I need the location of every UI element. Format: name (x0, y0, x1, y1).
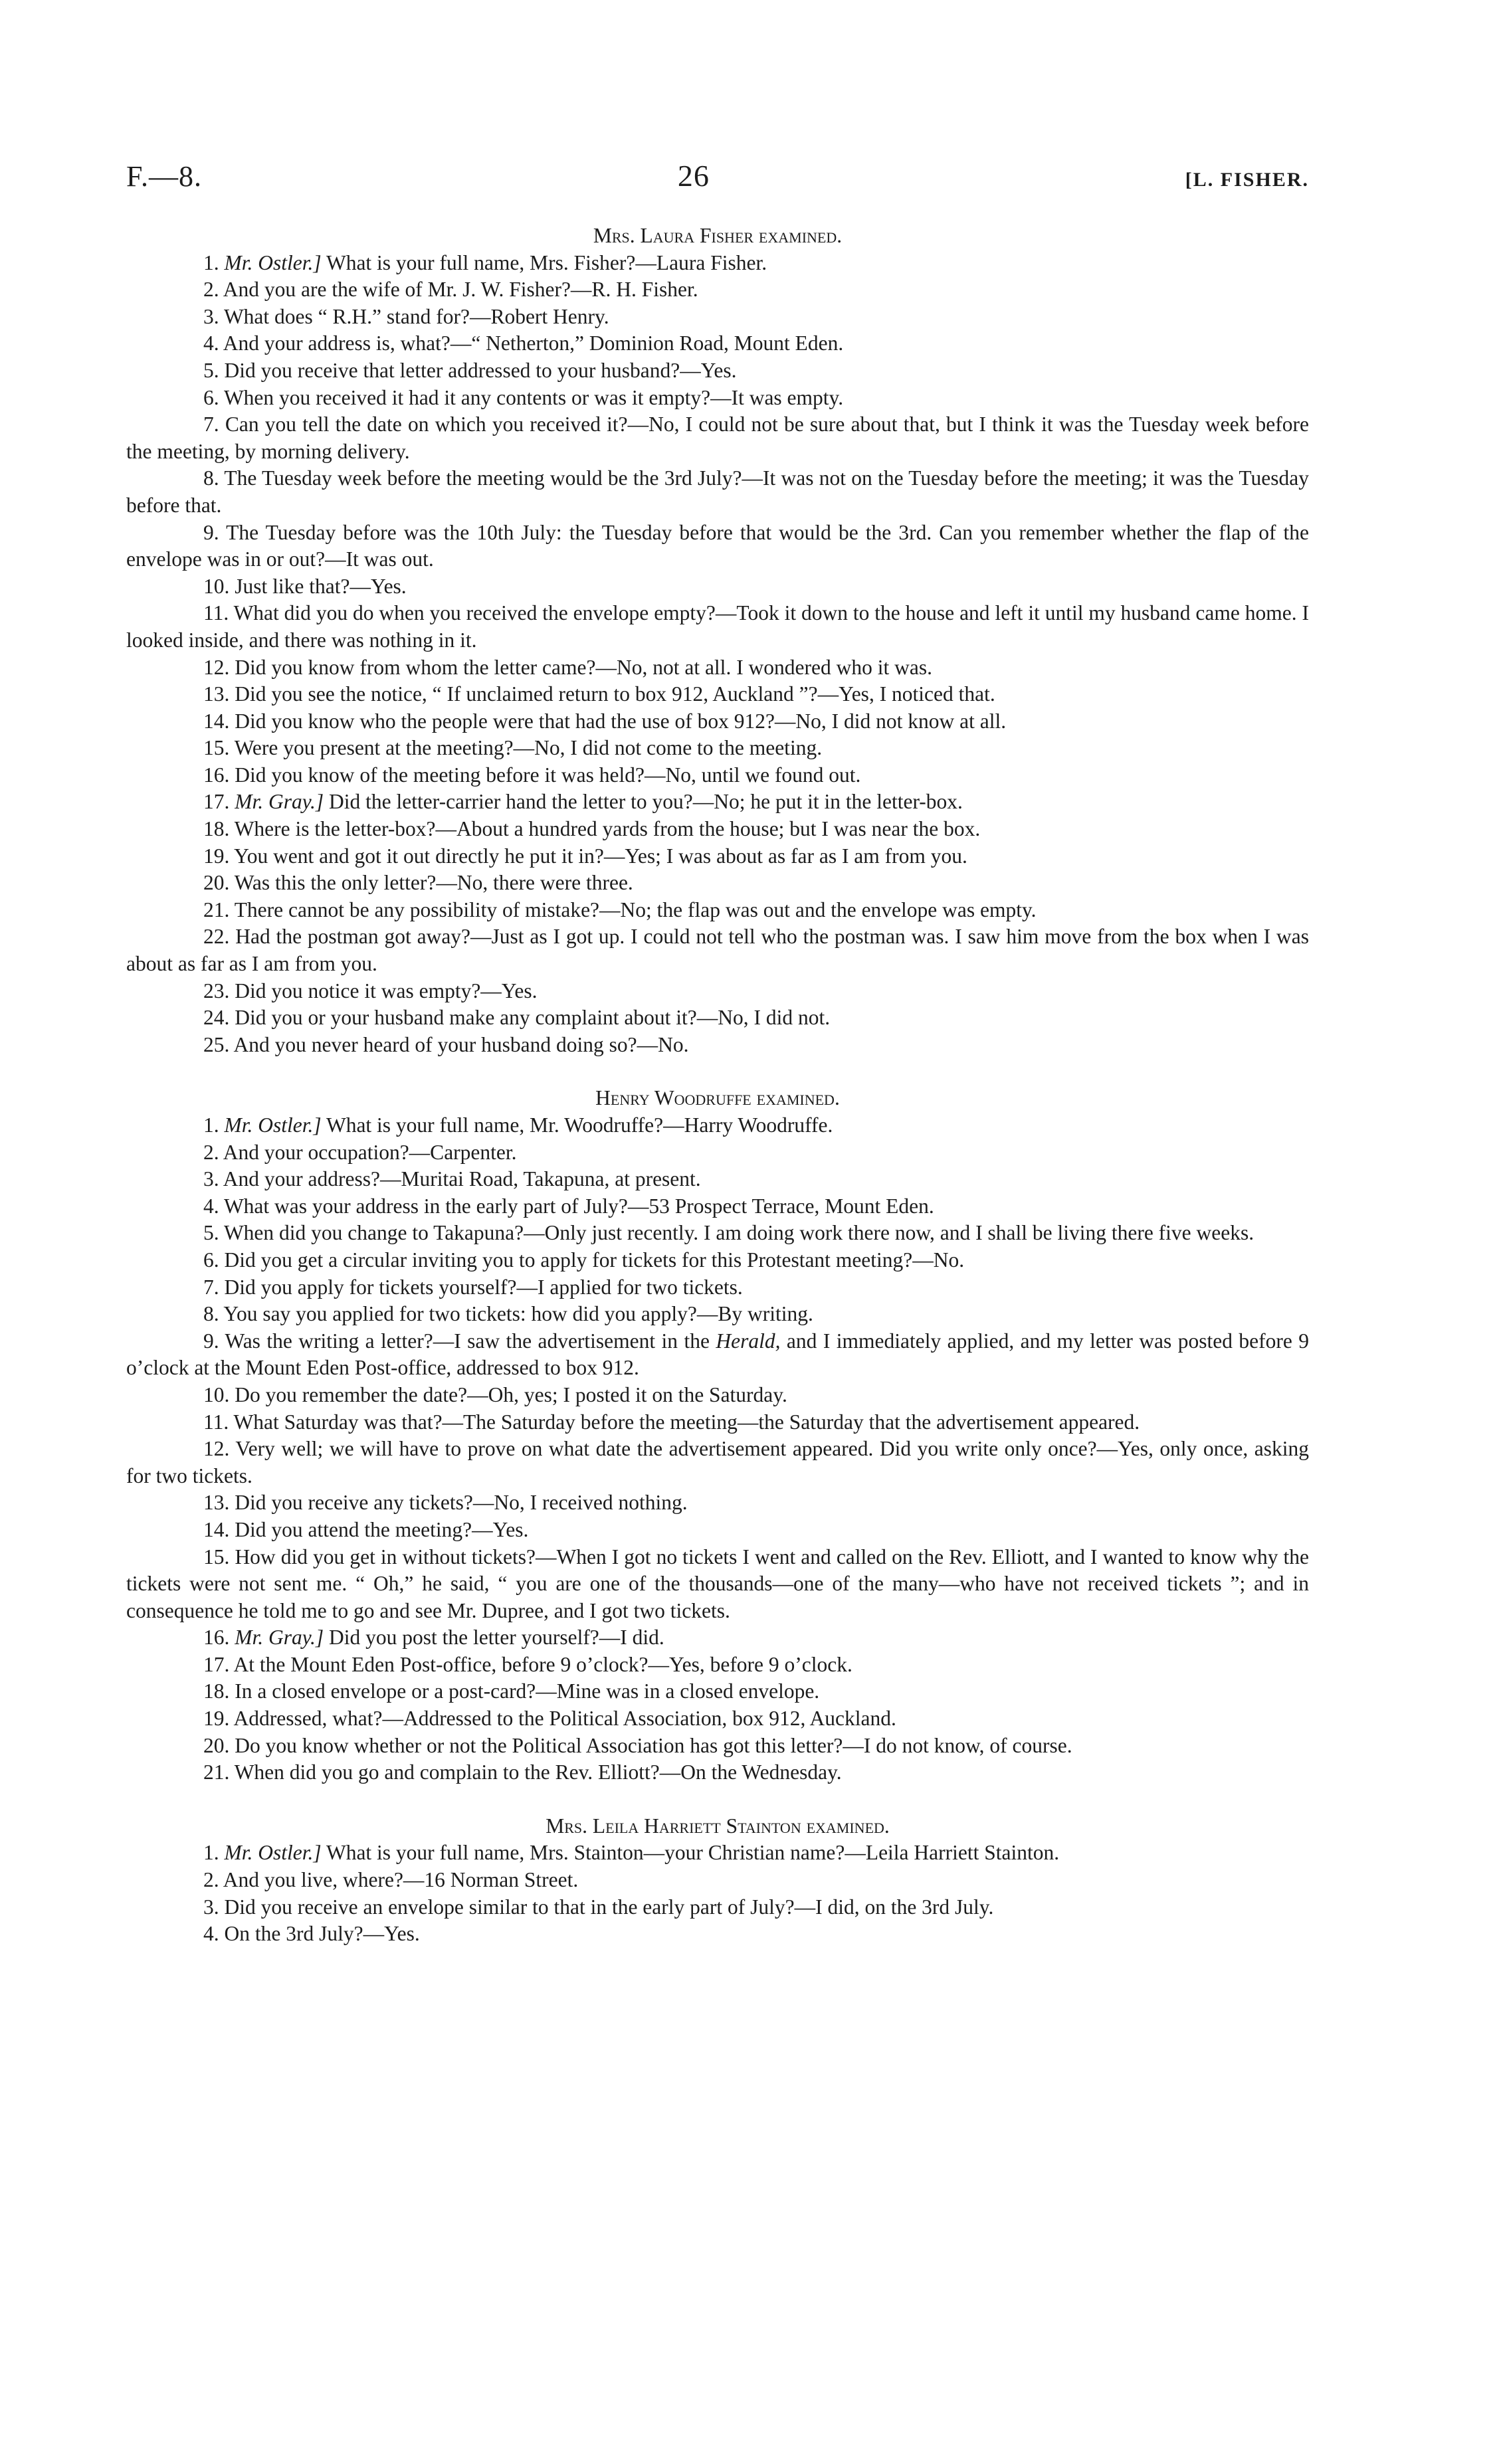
testimony-paragraph (126, 1139, 1309, 1167)
question-answer-text: Did you attend the meeting?—Yes. (235, 1517, 529, 1541)
question-number: 2. (203, 1868, 219, 1892)
question-answer-text: When did you go and complain to the Rev. Elliott?—On the Wednesday. (234, 1760, 842, 1784)
question-answer-text: Did you notice it was empty?—Yes. (235, 979, 538, 1002)
testimony-paragraph (126, 1004, 1309, 1032)
question-number: 21. (203, 1760, 230, 1784)
witness-running-head: [L. FISHER. (1185, 169, 1309, 191)
question-answer-text: Was this the only letter?—No, there were three. (234, 871, 633, 895)
question-number: 18. (203, 1679, 230, 1703)
question-answer-text: When you received it had it any contents or was it empty?—It was empty. (223, 385, 844, 409)
testimony-paragraph (126, 870, 1309, 897)
question-answer-text: Did you know from whom the letter came?—No, not at all. I wondered who it was. (235, 655, 932, 679)
testimony-paragraph (126, 816, 1309, 843)
page-header (126, 158, 1309, 193)
testimony-paragraph (126, 1220, 1309, 1247)
question-number: 13. (203, 682, 230, 706)
question-number: 12. (203, 1437, 230, 1461)
question-answer-text: Do you remember the date?—Oh, yes; I posted it on the Saturday. (235, 1382, 787, 1406)
examiner-name: Mr. Gray.] (235, 790, 324, 814)
examiner-name: Mr. Gray.] (235, 1626, 324, 1650)
testimony-paragraph (126, 789, 1309, 816)
question-answer-text: And you live, where?—16 Norman Street. (223, 1868, 579, 1892)
testimony-paragraph (126, 1624, 1309, 1652)
question-number: 12. (203, 655, 230, 679)
question-answer-text: Was the writing a letter?—I saw the advertisement in the (225, 1329, 716, 1353)
question-number: 3. (203, 1895, 219, 1919)
question-answer-text: On the 3rd July?—Yes. (224, 1922, 420, 1946)
testimony-paragraph (126, 1705, 1309, 1733)
question-number: 17. (203, 790, 230, 814)
section-heading: Mrs. Leila Harriett Stainton examined. (546, 1814, 890, 1838)
question-answer-text: You went and got it out directly he put it in?—Yes; I was about as far as I am from you. (234, 844, 967, 868)
testimony-paragraph (126, 1032, 1309, 1059)
testimony-paragraph (126, 1409, 1309, 1436)
question-answer-text: Did you know who the people were that had the use of box 912?—No, I did not know at all. (235, 709, 1007, 733)
testimony-paragraph (126, 1867, 1309, 1894)
testimony-paragraph (126, 600, 1309, 654)
testimony-paragraph (126, 762, 1309, 789)
question-answer-text: Were you present at the meeting?—No, I did not come to the meeting. (234, 736, 823, 760)
question-answer-text: What is your full name, Mrs. Fisher?—Laura Fisher. (321, 250, 767, 274)
question-answer-text: How did you get in without tickets?—When I got no tickets I went and called on the Rev. Elliott, and I wanted to know why the tickets were not sent me. “ Oh,” he said, “ you are one of the thousands—one of the many—who have not received tickets ”; and in consequence he told me to go and see Mr. Dupree, and I got two tickets. (126, 1545, 1309, 1622)
question-answer-text: You say you applied for two tickets: how did you apply?—By writing. (223, 1302, 813, 1326)
section-heading: Mrs. Laura Fisher examined. (593, 224, 843, 247)
testimony-paragraph (126, 1921, 1309, 1948)
question-number: 17. (203, 1652, 230, 1676)
question-number: 1. (203, 250, 219, 274)
question-answer-text: The Tuesday before was the 10th July: the Tuesday before that would be the 3rd. Can you remember whether the flap of the envelope was in or out?—It was out. (126, 520, 1309, 571)
question-number: 23. (203, 979, 230, 1002)
question-number: 9. (203, 520, 219, 544)
testimony-paragraph (126, 330, 1309, 357)
testimony-paragraph (126, 1328, 1309, 1382)
testimony-paragraph (126, 1678, 1309, 1705)
question-number: 6. (203, 385, 219, 409)
question-answer-text-continued: and I immediately applied, and my letter was posted before 9 o’clock at the Mount Eden Post-office, addressed to box 912. (126, 1329, 1309, 1380)
question-answer-text: Did you see the notice, “ If unclaimed return to box 912, Auckland ”?—Yes, I noticed that. (235, 682, 995, 706)
question-answer-text: When did you change to Takapuna?—Only just recently. I am doing work there now, and I shall be living there five weeks. (223, 1221, 1254, 1245)
question-number: 5. (203, 1221, 219, 1245)
testimony-paragraph (126, 1652, 1309, 1679)
question-answer-text: Can you tell the date on which you received it?—No, I could not be sure about that, but I think it was the Tuesday week before the meeting, by morning delivery. (126, 413, 1310, 463)
question-number: 3. (203, 304, 219, 328)
testimony-paragraph (126, 357, 1309, 385)
testimony-paragraph (126, 304, 1309, 331)
question-answer-text: Did you post the letter yourself?—I did. (324, 1626, 664, 1650)
testimony-paragraph (126, 1166, 1309, 1193)
question-answer-text: At the Mount Eden Post-office, before 9 o’clock?—Yes, before 9 o’clock. (233, 1652, 852, 1676)
question-answer-text: What does “ R.H.” stand for?—Robert Henry. (223, 304, 609, 328)
testimony-paragraph (126, 708, 1309, 735)
testimony-paragraph (126, 1382, 1309, 1409)
question-answer-text: Had the postman got away?—Just as I got up. I could not tell who the postman was. I saw him move from the box when I was about as far as I am from you. (126, 925, 1309, 976)
testimony-paragraph (126, 978, 1309, 1005)
question-number: 4. (203, 1194, 219, 1218)
question-answer-text: What is your full name, Mr. Woodruffe?—Harry Woodruffe. (321, 1113, 833, 1137)
question-answer-text: Did the letter-carrier hand the letter to you?—No; he put it in the letter-box. (324, 790, 963, 814)
testimony-paragraph (126, 465, 1309, 519)
question-number: 11. (203, 1410, 229, 1434)
question-number: 20. (203, 871, 230, 895)
question-number: 9. (203, 1329, 219, 1353)
question-answer-text: The Tuesday week before the meeting would be the 3rd July?—It was not on the Tuesday before the meeting; it was the Tuesday before that. (126, 466, 1309, 517)
question-number: 8. (203, 1302, 219, 1326)
question-number: 4. (203, 332, 219, 355)
question-number: 8. (203, 466, 219, 490)
question-number: 22. (203, 925, 230, 949)
testimony-paragraph (126, 681, 1309, 708)
question-number: 11. (203, 601, 229, 625)
question-answer-text: Did you receive any tickets?—No, I received nothing. (235, 1491, 688, 1515)
question-answer-text: Did you or your husband make any complaint about it?—No, I did not. (235, 1006, 831, 1030)
question-answer-text: What was your address in the early part of July?—53 Prospect Terrace, Mount Eden. (223, 1194, 934, 1218)
question-number: 2. (203, 278, 219, 302)
testimony-paragraph (126, 1759, 1309, 1786)
question-answer-text: There cannot be any possibility of mistake?—No; the flap was out and the envelope was empty. (234, 898, 1037, 921)
question-number: 25. (203, 1032, 230, 1056)
question-number: 19. (203, 1707, 230, 1731)
testimony-paragraph (126, 1301, 1309, 1328)
question-answer-text: And your address?—Muritai Road, Takapuna, at present. (223, 1167, 701, 1191)
question-answer-text: What did you do when you received the envelope empty?—Took it down to the house and left it until my husband came home. I looked inside, and there was nothing in it. (126, 601, 1309, 652)
question-number: 14. (203, 709, 230, 733)
question-number: 7. (203, 1275, 219, 1299)
question-number: 16. (203, 763, 230, 787)
testimony-paragraph (126, 1840, 1309, 1867)
section-heading: Henry Woodruffe examined. (595, 1086, 840, 1110)
question-answer-text: Did you know of the meeting before it was held?—No, until we found out. (235, 763, 861, 787)
question-number: 19. (203, 844, 230, 868)
question-number: 2. (203, 1140, 219, 1164)
question-number: 15. (203, 1545, 230, 1568)
testimony-paragraph (126, 1894, 1309, 1921)
question-number: 6. (203, 1248, 219, 1272)
question-number: 20. (203, 1733, 230, 1757)
testimony-paragraph (126, 1517, 1309, 1544)
testimony-paragraph (126, 1436, 1309, 1489)
question-answer-text: And you are the wife of Mr. J. W. Fisher?—R. H. Fisher. (223, 278, 698, 302)
question-number: 21. (203, 898, 230, 921)
question-answer-text: And your occupation?—Carpenter. (223, 1140, 517, 1164)
question-answer-text: Did you receive that letter addressed to your husband?—Yes. (224, 358, 737, 382)
question-answer-text: Very well; we will have to prove on what date the advertisement appeared. Did you write only once?—Yes, only once, asking for two tickets. (126, 1437, 1309, 1487)
newspaper-name: Herald, (716, 1329, 781, 1353)
question-answer-text: And your address is, what?—“ Netherton,” Dominion Road, Mount Eden. (223, 332, 844, 355)
question-number: 5. (203, 358, 219, 382)
testimony-paragraph (126, 573, 1309, 601)
question-number: 10. (203, 574, 230, 598)
question-number: 13. (203, 1491, 230, 1515)
question-number: 4. (203, 1922, 219, 1946)
testimony-paragraph (126, 1274, 1309, 1301)
examiner-name: Mr. Ostler.] (224, 1841, 322, 1865)
question-number: 15. (203, 736, 230, 760)
testimony-paragraph (126, 923, 1309, 977)
testimony-paragraph (126, 843, 1309, 870)
question-number: 16. (203, 1626, 230, 1650)
examiner-name: Mr. Ostler.] (224, 250, 322, 274)
question-number: 18. (203, 817, 230, 841)
question-answer-text: And you never heard of your husband doing so?—No. (233, 1032, 689, 1056)
testimony-paragraph (126, 1112, 1309, 1139)
document-body (126, 223, 1309, 1948)
question-answer-text: Did you receive an envelope similar to that in the early part of July?—I did, on the 3rd July. (224, 1895, 994, 1919)
question-answer-text: Just like that?—Yes. (235, 574, 407, 598)
page-number: 26 (677, 159, 710, 193)
question-number: 10. (203, 1382, 230, 1406)
testimony-paragraph (126, 1733, 1309, 1760)
question-number: 1. (203, 1841, 219, 1865)
section-gap (126, 1786, 1309, 1813)
testimony-paragraph (126, 1193, 1309, 1220)
question-number: 24. (203, 1006, 230, 1030)
question-answer-text: What is your full name, Mrs. Stainton—your Christian name?—Leila Harriett Stainton. (321, 1841, 1060, 1865)
testimony-paragraph (126, 385, 1309, 412)
testimony-paragraph (126, 1247, 1309, 1274)
testimony-paragraph (126, 520, 1309, 573)
question-answer-text: In a closed envelope or a post-card?—Mine was in a closed envelope. (235, 1679, 820, 1703)
question-number: 1. (203, 1113, 219, 1137)
question-answer-text: What Saturday was that?—The Saturday before the meeting—the Saturday that the advertisement appeared. (233, 1410, 1140, 1434)
testimony-paragraph (126, 654, 1309, 682)
question-answer-text: Do you know whether or not the Political Association has got this letter?—I do not know, of course. (235, 1733, 1072, 1757)
testimony-paragraph (126, 411, 1309, 465)
section-gap (126, 1058, 1309, 1085)
question-number: 7. (203, 413, 219, 436)
testimony-paragraph (126, 897, 1309, 924)
testimony-paragraph (126, 250, 1309, 277)
question-answer-text: Did you apply for tickets yourself?—I applied for two tickets. (224, 1275, 743, 1299)
question-answer-text: Where is the letter-box?—About a hundred yards from the house; but I was near the box. (234, 817, 981, 841)
question-number: 3. (203, 1167, 219, 1191)
testimony-paragraph (126, 1544, 1309, 1625)
report-reference: F.—8. (126, 160, 202, 193)
testimony-paragraph (126, 735, 1309, 762)
question-answer-text: Did you get a circular inviting you to apply for tickets for this Protestant meeting?—No. (224, 1248, 965, 1272)
testimony-paragraph (126, 1489, 1309, 1517)
examiner-name: Mr. Ostler.] (224, 1113, 322, 1137)
question-answer-text: Addressed, what?—Addressed to the Political Association, box 912, Auckland. (233, 1707, 896, 1731)
testimony-paragraph (126, 276, 1309, 304)
question-number: 14. (203, 1517, 230, 1541)
